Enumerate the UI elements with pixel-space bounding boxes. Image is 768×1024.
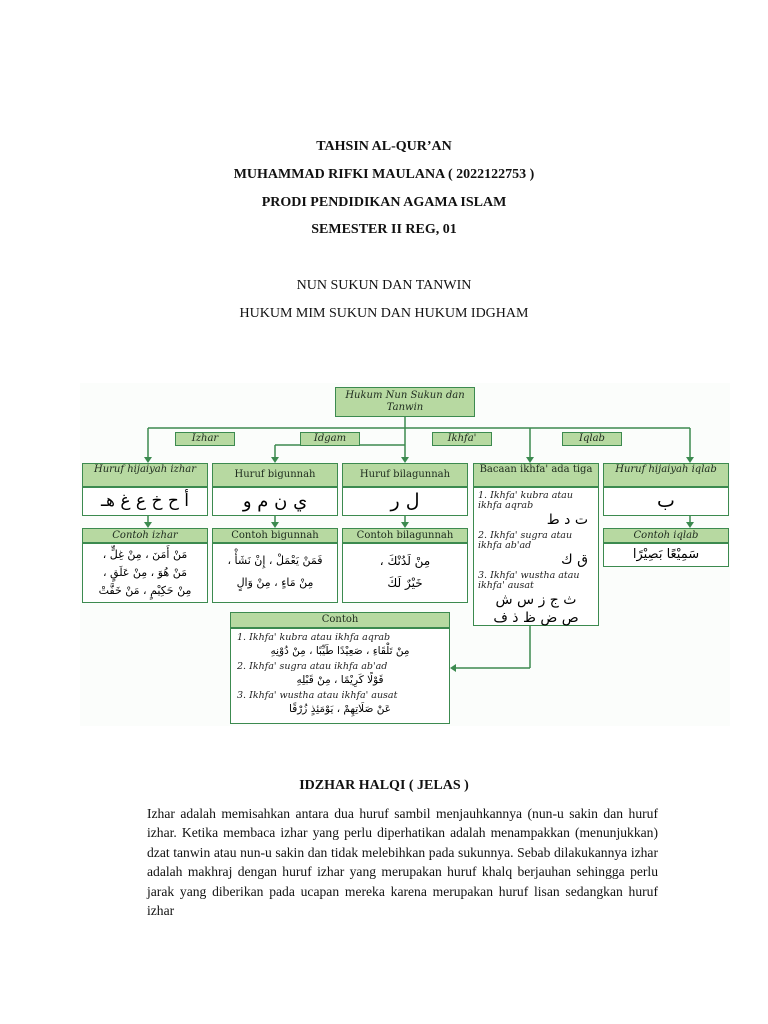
ikhfa-letters-3b: ص ض ظ ذ ف (493, 610, 579, 626)
izhar-example-1: مَنْ أَمَنَ ، مِنْ غِلٍّ ، (102, 548, 188, 561)
tajwid-diagram (80, 383, 730, 726)
bilagunnah-example-1: مِنْ لَدُنْكَ ، (379, 554, 431, 568)
contoh-ikhfa-label-2: 2. Ikhfa' sugra atau ikhfa ab'ad (237, 661, 388, 672)
contoh-ikhfa-panel (230, 628, 450, 724)
ikhfa-letters-3a: ث ج ز س ش (495, 592, 577, 608)
izhar-example-3: مِنْ حَكِيْمٍ ، مَنْ خَفَّتْ (98, 584, 192, 597)
branch-iqlab: Iqlab (562, 432, 622, 446)
ikhfa-item-2: 2. Ikhfa' sugra atau ikhfa ab'ad (478, 530, 573, 551)
contoh-ikhfa-arabic-1: مِنْ تَلْقَاءِ ، صَعِيْدًا طَيِّبًا ، مِنْ دُوْنِهِ (270, 645, 410, 657)
examples-izhar (82, 543, 208, 603)
examples-iqlab: سَمِيْعًا بَصِيْرًا (603, 543, 729, 567)
header-izhar-letters: Huruf hijaiyah izhar (82, 463, 208, 487)
bigunnah-example-2: مِنْ مَاءٍ ، مِنْ وَالٍ (236, 576, 314, 589)
letters-bigunnah: ي ن م و (212, 487, 338, 516)
contoh-ikhfa-arabic-2: قَوْلًا كَرِيْمًا ، مِنْ قَبْلِهِ (296, 674, 384, 686)
header-iqlab-letters: Huruf hijaiyah iqlab (603, 463, 729, 487)
letters-iqlab: ب (603, 487, 729, 516)
header-bigunnah-letters: Huruf bigunnah (212, 463, 338, 487)
program-line: PRODI PENDIDIKAN AGAMA ISLAM (261, 195, 507, 210)
semester-line: SEMESTER II REG, 01 (311, 222, 457, 237)
contoh-ikhfa-label-3: 3. Ikhfa' wustha atau ikhfa' ausat (237, 690, 398, 701)
header-contoh-iqlab: Contoh iqlab (603, 528, 729, 543)
ikhfa-panel (473, 487, 599, 626)
header-contoh-izhar: Contoh izhar (82, 528, 208, 543)
header-bilagunnah-letters: Huruf bilagunnah (342, 463, 468, 487)
branch-izhar: Izhar (175, 432, 235, 446)
author-line: MUHAMMAD RIFKI MAULANA ( 2022122753 ) (233, 167, 535, 182)
header-ikhfa: Bacaan ikhfa' ada tiga (473, 463, 599, 487)
ikhfa-item-3: 3. Ikhfa' wustha atau ikhfa' ausat (478, 570, 580, 591)
header-contoh-bigunnah: Contoh bigunnah (212, 528, 338, 543)
section-body: Izhar adalah memisahkan antara dua huruf sambil menjauhkannya (nun-u sakin dan huruf izhar. Ketika membaca izhar yang perlu diperhatikan adalah menampakkan (menunjukkan) dzat tanwin atau nun-u sakin dan tidak melebihkan pada sukunnya. Sebab dilakukannya izhar adalah makhraj dengan huruf izhar yang merupakan huruf khalq berjauhan sehingga perlu jarak yang diberikan pada ucapan mereka karena merupakan huruf lisan sedangkan huruf izhar (147, 806, 658, 919)
document-title: TAHSIN AL-QUR’AN (316, 139, 452, 154)
contoh-ikhfa-label-1: 1. Ikhfa' kubra atau ikhfa aqrab (237, 632, 391, 643)
izhar-example-2: مَنْ هُوَ ، مِنْ عَلَقٍ ، (103, 566, 187, 579)
subtitle-line-2: HUKUM MIM SUKUN DAN HUKUM IDGHAM (239, 306, 529, 321)
letters-bilagunnah: ل ر (342, 487, 468, 516)
bilagunnah-example-2: خَيْرٌ لَكَ (387, 576, 423, 590)
branch-idgam: Idgam (300, 432, 360, 446)
ikhfa-item-1: 1. Ikhfa' kubra atau ikhfa aqrab (478, 490, 573, 511)
contoh-ikhfa-arabic-3: عَنْ صَلَاتِهِمْ ، يَوْمَئِذٍ زُرْقًا (289, 703, 391, 715)
bigunnah-example-1: فَمَنْ يَعْمَلْ ، إِنْ نَشَأْ ، (227, 554, 323, 567)
ikhfa-letters-2: ق ك (561, 552, 588, 568)
examples-bilagunnah (342, 543, 468, 603)
subtitle-line-1: NUN SUKUN DAN TANWIN (296, 278, 472, 293)
examples-bigunnah (212, 543, 338, 603)
ikhfa-letters-1: ت د ط (546, 512, 588, 528)
letters-izhar: أ ح خ ع غ هـ (82, 487, 208, 516)
root-node: Hukum Nun Sukun dan Tanwin (335, 387, 475, 417)
branch-ikhfa: Ikhfa' (432, 432, 492, 446)
header-contoh-ikhfa: Contoh (230, 612, 450, 628)
section-heading: IDZHAR HALQI ( JELAS ) (299, 778, 469, 793)
header-contoh-bilagunnah: Contoh bilagunnah (342, 528, 468, 543)
